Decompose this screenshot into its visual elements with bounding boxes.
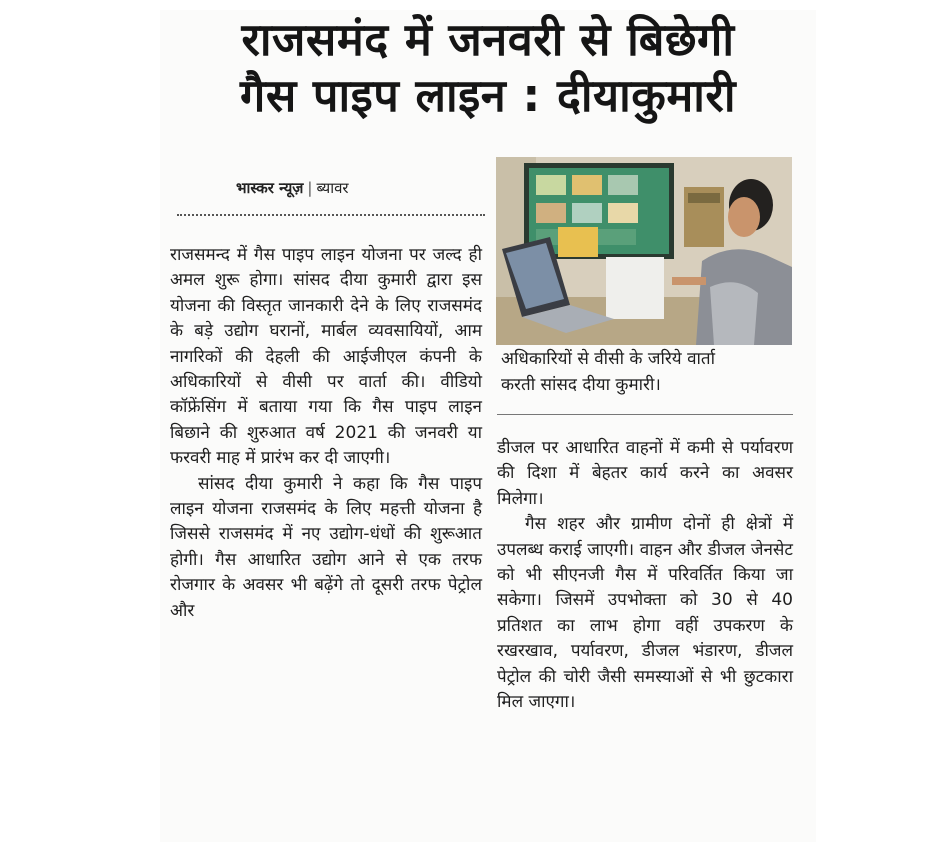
article-column-left xyxy=(170,243,482,624)
byline-separator: | xyxy=(307,179,313,197)
paragraph-1: राजसमन्द में गैस पाइप लाइन योजना पर जल्द ही अमल शुरू होगा। सांसद दीया कुमारी द्वारा इस योजना की विस्तृत जानकारी देने के लिए राजसमंद के बड़े उद्योग घरानों, मार्बल व्यवसायियों, आम नागरिकों की देहली की आईजीएल कंपनी के अधिकारियों से वीसी पर वार्ता की। वीडियो कॉफ्रेंसिंग में बताया गया कि गैस पाइप लाइन बिछाने की शुरुआत वर्ष 2021 की जनवरी या फरवरी माह में प्रारंभ कर दी जाएगी। xyxy=(170,245,482,469)
caption-line-1: अधिकारियों से वीसी के जरिये वार्ता xyxy=(501,349,716,369)
headline-line-2: गैस पाइप लाइन : दीयाकुमारी xyxy=(239,69,736,122)
caption-divider xyxy=(497,414,793,415)
paragraph-2: सांसद दीया कुमारी ने कहा कि गैस पाइप लाइन योजना राजसमंद के लिए महत्ती योजना है जिससे राजसमंद में नए उद्योग-धंधों की शुरूआत होगी। गैस आधारित उद्योग आने से एक तरफ रोजगार के अवसर भी बढ़ेंगे तो दूसरी तरफ पेट्रोल और xyxy=(170,473,482,621)
caption-line-2: करती सांसद दीया कुमारी। xyxy=(501,375,661,395)
article-column-right xyxy=(497,436,793,715)
headline-line-1: राजसमंद में जनवरी से बिछेगी xyxy=(241,13,735,66)
byline xyxy=(236,178,349,198)
photo-illustration xyxy=(496,157,792,345)
news-photo xyxy=(496,157,792,345)
headline xyxy=(168,12,808,124)
byline-place: ब्यावर xyxy=(316,179,349,197)
paragraph-3: डीजल पर आधारित वाहनों में कमी से पर्यावरण की दिशा में बेहतर कार्य करने का अवसर मिलेगा। xyxy=(497,438,793,509)
paragraph-4: गैस शहर और ग्रामीण दोनों ही क्षेत्रों में उपलब्ध कराई जाएगी। वाहन और डीजल जेनसेट को भी सीएनजी गैस में परिवर्तित किया जा सकेगा। जिसमें उपभोक्ता को 30 से 40 प्रतिशत का लाभ होगा वहीं उपकरण के रखरखाव, पर्यावरण, डीजल भंडारण, डीजल पेट्रोल की चोरी जैसी समस्याओं से भी छुटकारा मिल जाएगा। xyxy=(497,514,793,713)
byline-source: भास्कर न्यूज़ xyxy=(236,179,304,197)
dotted-divider xyxy=(177,214,485,216)
photo-caption xyxy=(501,346,791,398)
